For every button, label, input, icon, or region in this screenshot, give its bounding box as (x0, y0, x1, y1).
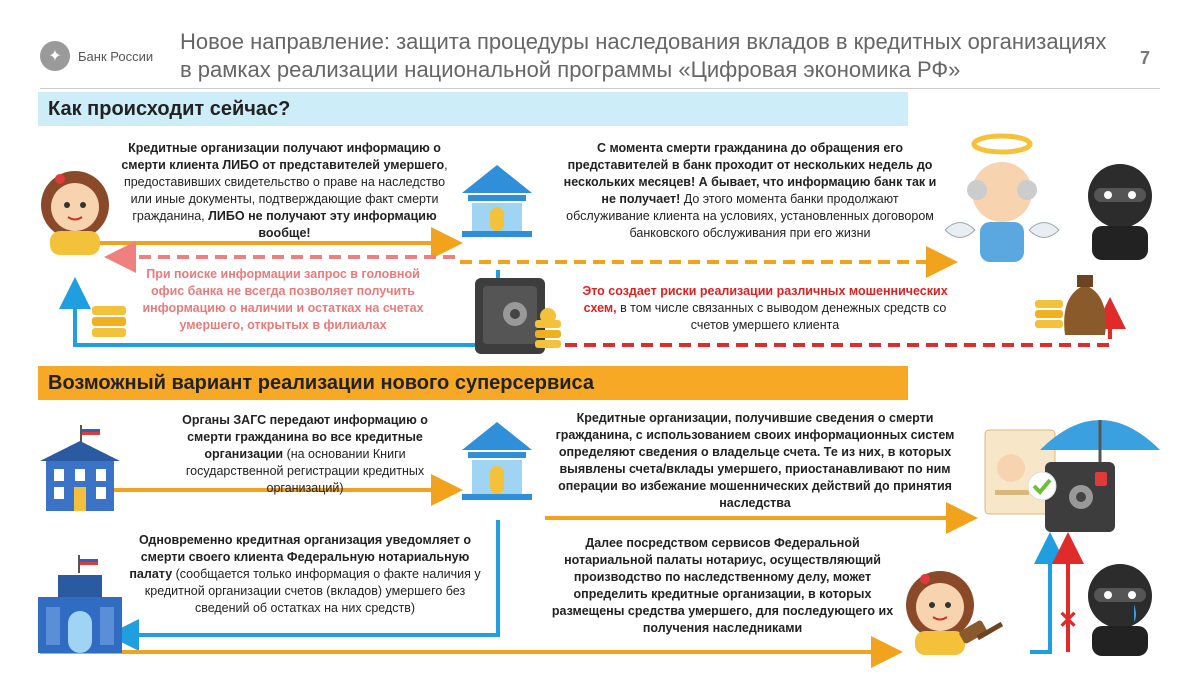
section2-notary-text (120, 532, 490, 617)
zags-text-regular: (на основании Книги государственной регистрации кредитных организаций) (185, 447, 425, 495)
eagle-icon: ✦ (40, 41, 70, 71)
zags-text-bold: Органы ЗАГС передают информацию о смерти гражданина во все кредитные организации (182, 413, 428, 461)
section1-risk-text (570, 283, 960, 334)
government-building-icon (40, 425, 120, 511)
heir-text-bold: Далее посредством сервисов Федеральной нотариальной палаты нотариус, осуществляющий производство по наследственному делу, может определить кредитные организации, в которых размещены средства умершего, для последующего их получения наследниками (551, 536, 894, 635)
woman-icon (41, 171, 109, 255)
left-text-bold-1: Кредитные организации получают информацию о смерти клиента ЛИБО от представителей умершего (121, 141, 445, 172)
section1-heading: Как происходит сейчас? (38, 92, 908, 126)
checkmark-icon (1028, 472, 1056, 500)
section2-zags-text (160, 412, 450, 497)
section1-right-text (560, 140, 940, 242)
coins-left-icon (92, 306, 126, 337)
left-text-bold-2: ЛИБО не получают эту информацию вообще! (208, 209, 437, 240)
bank-icon (462, 165, 532, 237)
title-line-2: в рамках реализации национальной программы «Цифровая экономика РФ» (180, 57, 961, 82)
page-number: 7 (1140, 48, 1151, 68)
right-text-bold-2: А бывает, что информацию банк так и не получает! (601, 175, 937, 206)
thief-icon (1088, 164, 1152, 260)
right-text-bold-1: С момента смерти гражданина до обращения его представителей в банк проходит от нескольких недель до нескольких месяцев! (563, 141, 933, 189)
section1-pink-text: При поиске информации запрос в головной офис банка не всегда позволяет получить информацию о наличии и остатках на счетах умершего, открытых в филиалах (142, 267, 424, 332)
left-text-regular: , предоставивших свидетельство о праве на наследство или иные документы, подтверждающие факт смерти гражданина, (123, 158, 448, 223)
money-bag-icon (1035, 275, 1106, 335)
section1-left-text (112, 140, 457, 242)
right-text-regular: До этого момента банки продолжают обслуживание клиента на условиях, установленных договором банковского обслуживания при его жизни (566, 192, 934, 240)
bank-text-bold: Кредитные организации, получившие сведения о смерти гражданина, с использованием своих информационных систем определяют сведения о владельце счета. Те из них, в которых выявлены счета/вклады умершего, приостанавливают по ним операции во избежание мошеннических действий до принятия наследства (555, 411, 955, 510)
sad-thief-icon (1088, 564, 1152, 656)
risk-text-red: Это создает риски реализации различных мошеннических схем, (582, 284, 948, 315)
heir-woman-icon (906, 571, 974, 655)
safe-icon (475, 278, 545, 354)
bank-icon-2 (462, 422, 532, 500)
section2-heir-text (545, 535, 900, 637)
angel-icon (945, 136, 1059, 262)
cross-icon: ✕ (1058, 607, 1079, 634)
section2-bank-text (550, 410, 960, 512)
safe-icon-2 (1045, 462, 1115, 532)
logo-text: Банк России (78, 48, 154, 64)
risk-text-regular: в том числе связанных с выводом денежных средств со счетов умершего клиента (616, 301, 947, 332)
notary-building-icon (38, 555, 122, 653)
title-line-1: Новое направление: защита процедуры наследования вкладов в кредитных организациях (180, 29, 1107, 54)
section2-heading: Возможный вариант реализации нового суперсервиса (38, 366, 908, 400)
notary-text-bold: Одновременно кредитная организация уведомляет о смерти своего клиента Федеральную нотариальную палату (129, 533, 472, 581)
arrow-heir-to-safe (1030, 540, 1050, 652)
notary-text-regular: (сообщается только информация о факте наличия у кредитной организации счетов (вкладов) умершего без сведений об остатках на них средств) (144, 567, 481, 615)
